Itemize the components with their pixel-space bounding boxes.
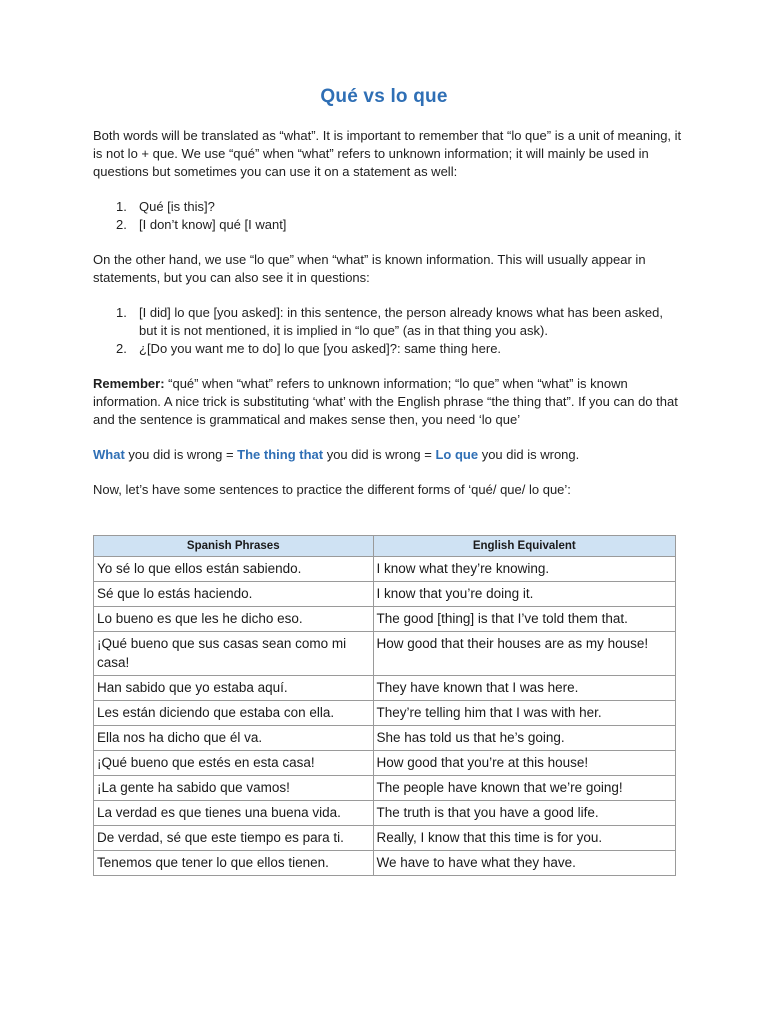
table-row: [94, 557, 676, 582]
column-header-spanish: Spanish Phrases: [94, 536, 374, 557]
english-cell: I know what they’re knowing.: [373, 557, 675, 582]
spanish-cell: Han sabido que yo estaba aquí.: [94, 676, 374, 701]
english-cell: The truth is that you have a good life.: [373, 801, 675, 826]
column-header-english: English Equivalent: [373, 536, 675, 557]
english-cell: The good [thing] is that I’ve told them that.: [373, 607, 675, 632]
table-row: [94, 851, 676, 876]
english-cell: How good that their houses are as my house!: [373, 632, 675, 676]
english-cell: We have to have what they have.: [373, 851, 675, 876]
statement-examples-list: [93, 304, 673, 358]
english-cell: They have known that I was here.: [373, 676, 675, 701]
list-item: 1. Qué [is this]?: [116, 199, 215, 214]
question-examples-list: [93, 198, 673, 234]
english-cell: Really, I know that this time is for you.: [373, 826, 675, 851]
spanish-cell: Tenemos que tener lo que ellos tienen.: [94, 851, 374, 876]
table-row: [94, 701, 676, 726]
list-item: 2. [I don’t know] qué [I want]: [116, 217, 287, 232]
lo-que-paragraph: On the other hand, we use “lo que” when “what” is known information. This will usually appear in statements, but you can also see it in questions:: [93, 252, 646, 285]
spanish-cell: ¡Qué bueno que estés en esta casa!: [94, 751, 374, 776]
spanish-cell: Sé que lo estás haciendo.: [94, 582, 374, 607]
remember-paragraph: Remember: “qué” when “what” refers to unknown information; “lo que” when “what” is known information. A nice trick is substituting ‘what’ with the English phrase “the thing that”. If you can do that and the sentence is grammatical and makes sense then, you need ‘lo que’: [93, 376, 678, 427]
table-row: [94, 826, 676, 851]
table-row: [94, 582, 676, 607]
spanish-cell: ¡La gente ha sabido que vamos!: [94, 776, 374, 801]
table-row: [94, 801, 676, 826]
example-sentence: What you did is wrong = The thing that you did is wrong = Lo que you did is wrong.: [93, 447, 580, 462]
list-item: 2. ¿[Do you want me to do] lo que [you asked]?: same thing here.: [116, 341, 502, 356]
table-row: [94, 676, 676, 701]
remember-label: Remember:: [93, 376, 165, 391]
table-row: [94, 776, 676, 801]
practice-intro: Now, let’s have some sentences to practice the different forms of ‘qué/ que/ lo que’:: [93, 482, 571, 497]
table-row: [94, 726, 676, 751]
list-item: 1. [I did] lo que [you asked]: in this sentence, the person already knows what has been asked, but it is not mentioned, it is implied in “lo que” (as in that thing you ask).: [116, 305, 663, 338]
table-row: [94, 607, 676, 632]
english-cell: I know that you’re doing it.: [373, 582, 675, 607]
page-title: Qué vs lo que: [320, 86, 448, 107]
table-row: [94, 632, 676, 676]
spanish-cell: Ella nos ha dicho que él va.: [94, 726, 374, 751]
english-cell: They’re telling him that I was with her.: [373, 701, 675, 726]
phrases-table: [93, 535, 676, 876]
english-cell: She has told us that he’s going.: [373, 726, 675, 751]
spanish-cell: La verdad es que tienes una buena vida.: [94, 801, 374, 826]
spanish-cell: Yo sé lo que ellos están sabiendo.: [94, 557, 374, 582]
spanish-cell: Lo bueno es que les he dicho eso.: [94, 607, 374, 632]
spanish-cell: De verdad, sé que este tiempo es para ti.: [94, 826, 374, 851]
table-header-row: [94, 536, 676, 557]
spanish-cell: ¡Qué bueno que sus casas sean como mi casa!: [94, 632, 374, 676]
english-cell: The people have known that we’re going!: [373, 776, 675, 801]
intro-paragraph: Both words will be translated as “what”. It is important to remember that “lo que” is a unit of meaning, it is not lo + que. We use “qué” when “what” refers to unknown information; it will mainly be used in questions but sometimes you can use it on a statement as well:: [93, 128, 682, 179]
table-row: [94, 751, 676, 776]
english-cell: How good that you’re at this house!: [373, 751, 675, 776]
spanish-cell: Les están diciendo que estaba con ella.: [94, 701, 374, 726]
